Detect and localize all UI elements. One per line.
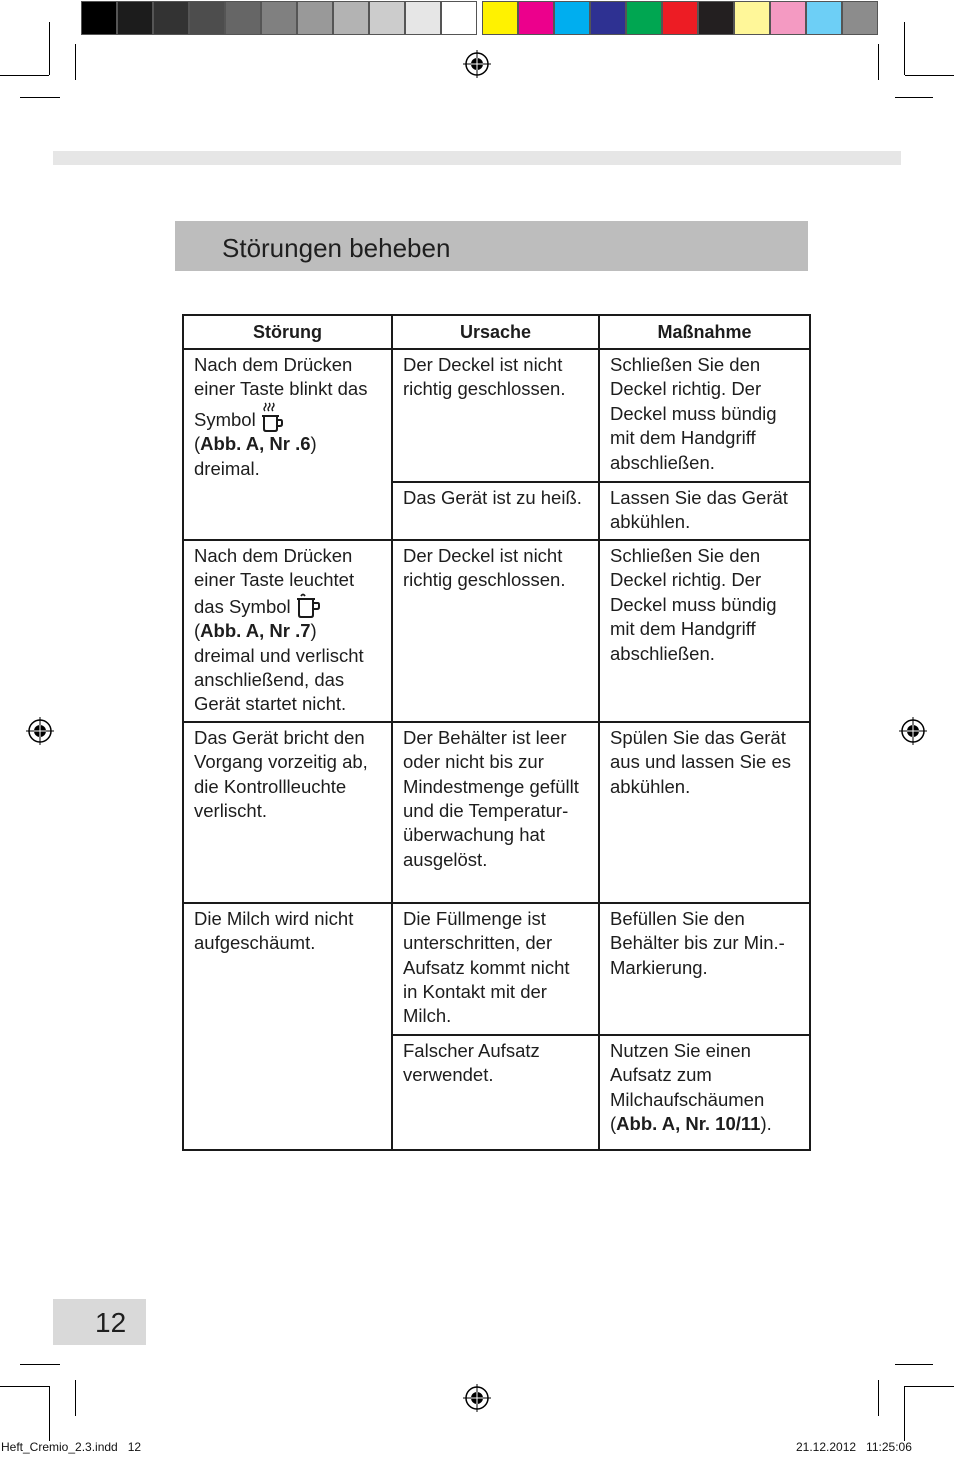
cause-cell: Der Deckel ist nicht richtig geschlossen. — [392, 540, 599, 722]
registration-mark-icon — [462, 1383, 492, 1413]
crop-mark — [0, 75, 49, 76]
gray-swatch — [117, 1, 153, 35]
gray-swatch — [297, 1, 333, 35]
column-header-action: Maßnahme — [599, 315, 810, 349]
crop-mark — [895, 1364, 933, 1365]
column-header-cause: Ursache — [392, 315, 599, 349]
header-strip — [53, 151, 901, 165]
problem-cell: Nach dem Drücken einer Taste leuchtet das Symbol (Abb. A, Nr .7) dreimal und verlischt anschließend, das Gerät startet nicht. — [183, 540, 392, 722]
color-swatch — [842, 1, 878, 35]
gray-swatch — [261, 1, 297, 35]
problem-text: Nach dem Drücken einer Taste blinkt das Symbol — [194, 354, 368, 430]
problem-cell: Die Milch wird nicht aufgeschäumt. — [183, 903, 392, 1150]
footer-timestamp: 21.12.2012 11:25:06 — [796, 1440, 912, 1454]
crop-mark — [905, 1386, 954, 1387]
table-header-row — [183, 315, 810, 349]
crop-mark — [878, 1380, 879, 1416]
gray-swatch — [153, 1, 189, 35]
troubleshooting-table — [182, 314, 811, 1151]
gray-swatch — [405, 1, 441, 35]
section-title-band — [175, 221, 808, 271]
page-number: 12 — [95, 1307, 127, 1338]
page-number-box — [53, 1299, 146, 1345]
figure-reference: Abb. A, Nr. 10/11 — [616, 1113, 761, 1135]
color-swatch — [698, 1, 734, 35]
color-swatch — [554, 1, 590, 35]
table-row — [183, 722, 810, 903]
crop-mark — [20, 97, 60, 98]
crop-mark — [0, 1386, 49, 1387]
gray-swatch — [189, 1, 225, 35]
table-row — [183, 349, 810, 482]
cause-cell: Falscher Aufsatz verwendet. — [392, 1035, 599, 1150]
action-text-end: . — [766, 1113, 772, 1135]
action-cell: Schließen Sie den Deckel richtig. Der Deckel muss bündig mit dem Handgriff abschließen. — [599, 540, 810, 722]
color-swatch — [770, 1, 806, 35]
registration-mark-icon — [898, 716, 928, 746]
color-swatch — [806, 1, 842, 35]
gray-swatch — [369, 1, 405, 35]
registration-mark-icon — [25, 716, 55, 746]
crop-mark — [905, 75, 954, 76]
color-calibration-bar — [482, 1, 878, 37]
color-swatch — [734, 1, 770, 35]
crop-mark — [49, 22, 50, 75]
action-cell: Schließen Sie den Deckel richtig. Der Deckel muss bündig mit dem Handgriff abschließen. — [599, 349, 810, 482]
cause-cell: Das Gerät ist zu heiß. — [392, 482, 599, 540]
crop-mark — [878, 44, 879, 80]
figure-reference: Abb. A, Nr .6 — [200, 433, 311, 455]
action-text: Nutzen Sie einen Aufsatz zum Milchaufschäumen — [610, 1039, 765, 1110]
problem-text: dreimal und verlischt anschließend, das Gerät startet nicht. — [194, 644, 364, 715]
color-swatch — [662, 1, 698, 35]
crop-mark — [75, 1380, 76, 1416]
grayscale-calibration-bar — [81, 1, 477, 37]
problem-cell: Nach dem Drücken einer Taste blinkt das Symbol (Abb. A, Nr .6) dreimal. — [183, 349, 392, 540]
gray-swatch — [333, 1, 369, 35]
table-row — [183, 903, 810, 1035]
crop-mark — [904, 22, 905, 75]
gray-swatch — [225, 1, 261, 35]
action-cell: Spülen Sie das Gerät aus und lassen Sie es abkühlen. — [599, 722, 810, 903]
footer-file-info: Heft_Cremio_2.3.indd 12 — [1, 1440, 142, 1454]
table-row — [183, 540, 810, 722]
color-swatch — [590, 1, 626, 35]
cup-icon — [295, 593, 321, 619]
action-cell: Lassen Sie das Gerät abkühlen. — [599, 482, 810, 540]
figure-reference: Abb. A, Nr .7 — [200, 620, 311, 642]
crop-mark — [75, 44, 76, 80]
cause-cell: Der Behälter ist leer oder nicht bis zur Mindestmenge gefüllt und die Temperatur-überwachung hat ausgelöst. — [392, 722, 599, 903]
registration-mark-icon — [462, 49, 492, 79]
action-cell: Nutzen Sie einen Aufsatz zum Milchaufschäumen (Abb. A, Nr. 10/11). — [599, 1035, 810, 1150]
cause-cell: Die Füllmenge ist unterschritten, der Aufsatz kommt nicht in Kontakt mit der Milch. — [392, 903, 599, 1035]
gray-swatch — [81, 1, 117, 35]
gray-swatch — [441, 1, 477, 35]
crop-mark — [20, 1364, 60, 1365]
problem-text: Nach dem Drücken einer Taste leuchtet das Symbol — [194, 545, 355, 617]
color-swatch — [482, 1, 518, 35]
section-title: Störungen beheben — [222, 233, 451, 263]
column-header-problem: Störung — [183, 315, 392, 349]
crop-mark — [895, 97, 933, 98]
problem-cell: Das Gerät bricht den Vorgang vorzeitig ab, die Kontrollleuchte verlischt. — [183, 722, 392, 903]
cause-cell: Der Deckel ist nicht richtig geschlossen. — [392, 349, 599, 482]
action-cell: Befüllen Sie den Behälter bis zur Min.-Markierung. — [599, 903, 810, 1035]
steaming-cup-icon — [260, 402, 284, 432]
crop-mark — [904, 1386, 905, 1441]
crop-mark — [49, 1386, 50, 1441]
color-swatch — [626, 1, 662, 35]
problem-text: dreimal. — [194, 457, 260, 479]
color-swatch — [518, 1, 554, 35]
